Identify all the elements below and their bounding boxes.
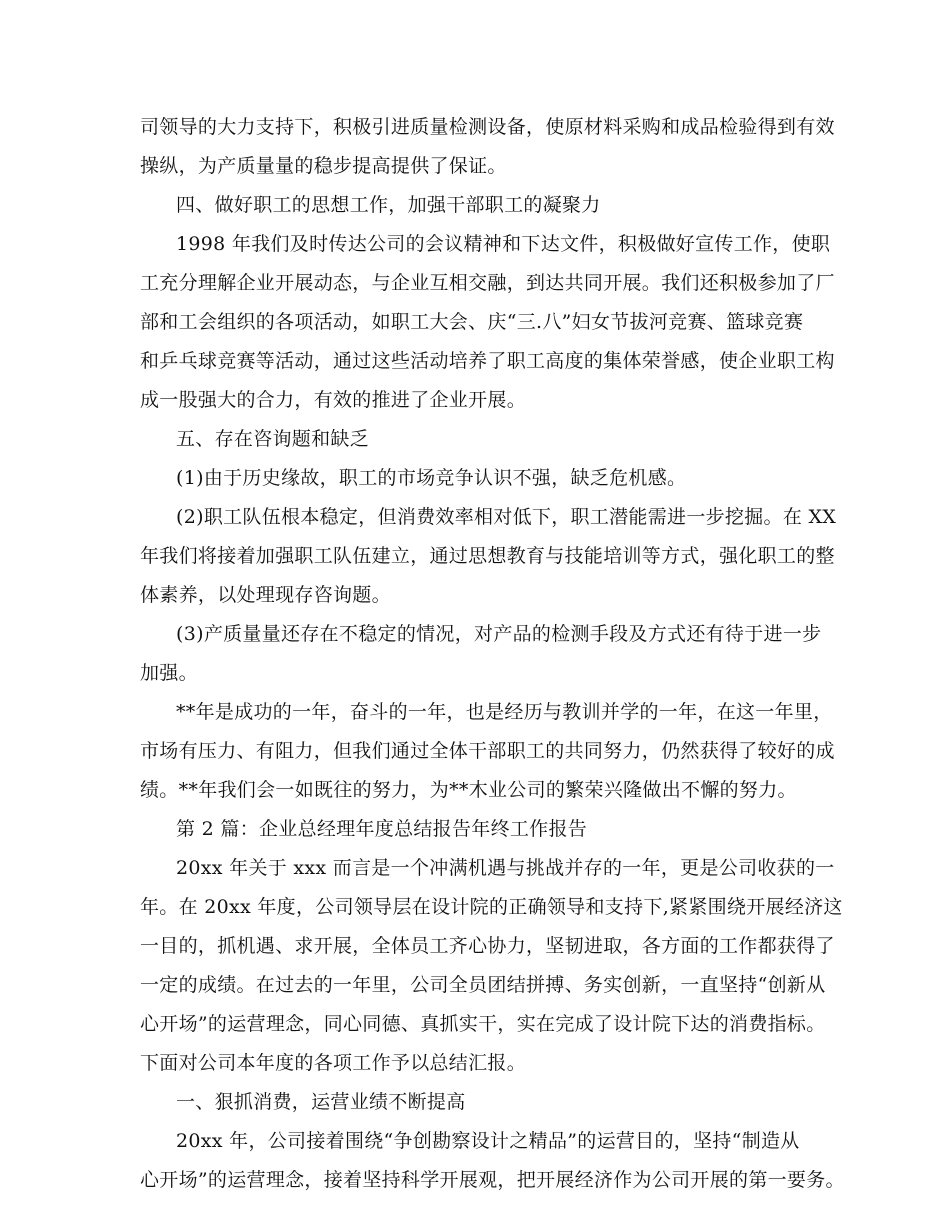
text-line: 20xx 年关于 xxx 而言是一个冲满机遇与挑战并存的一年，更是公司收获的一 xyxy=(176,857,835,879)
text-line: 年。在 20xx 年度，公司领导层在设计院的正确领导和支持下,紧紧围绕开展经济这 xyxy=(140,896,843,918)
text-line: 心开场”的运营理念，接着坚持科学开展观，把开展经济作为公司开展的第一要务。 xyxy=(140,1169,845,1191)
text-line: 一定的成绩。在过去的一年里，公司全员团结拼搏、务实创新，一直坚持“创新从 xyxy=(140,974,826,996)
text-line: 一目的，抓机遇、求开展，全体员工齐心协力，坚韧进取，各方面的工作都获得了 xyxy=(140,935,835,957)
text-line: 年我们将接着加强职工队伍建立，通过思想教育与技能培训等方式，强化职工的整 xyxy=(140,545,835,567)
text-line: (1)由于历史缘故，职工的市场竞争认识不强，缺乏危机感。 xyxy=(176,467,687,489)
text-line: 1998 年我们及时传达公司的会议精神和下达文件，积极做好宣传工作，使职 xyxy=(176,233,831,255)
document-body xyxy=(140,108,845,1200)
text-line: 下面对公司本年度的各项工作予以总结汇报。 xyxy=(140,1052,527,1074)
text-line: **年是成功的一年，奋斗的一年，也是经历与教训并学的一年，在这一年里， xyxy=(176,701,833,723)
text-line: 五、存在咨询题和缺乏 xyxy=(176,428,370,450)
text-line: (2)职工队伍根本稳定，但消费效率相对低下，职工潜能需进一步挖掘。在 XX xyxy=(176,506,837,528)
text-line: 操纵，为产质量量的稳步提高提供了保证。 xyxy=(140,155,507,177)
text-line: (3)产质量量还存在不稳定的情况，对产品的检测手段及方式还有待于进一步 xyxy=(176,623,822,645)
text-line: 工充分理解企业开展动态，与企业互相交融，到达共同开展。我们还积极参加了厂 xyxy=(140,272,835,294)
text-line: 绩。**年我们会一如既往的努力，为**木业公司的繁荣兴隆做出不懈的努力。 xyxy=(140,779,797,801)
text-line: 四、做好职工的思想工作，加强干部职工的凝聚力 xyxy=(176,194,601,216)
text-line: 20xx 年，公司接着围绕“争创勘察设计之精品”的运营目的，坚持“制造从 xyxy=(176,1130,800,1152)
text-line: 第 2 篇：企业总经理年度总结报告年终工作报告 xyxy=(176,818,588,840)
text-line: 心开场”的运营理念，同心同德、真抓实干，实在完成了设计院下达的消费指标。 xyxy=(140,1013,826,1035)
text-line: 体素养，以处理现存咨询题。 xyxy=(140,584,391,606)
text-line: 加强。 xyxy=(140,662,198,684)
text-line: 和乒乓球竞赛等活动，通过这些活动培养了职工高度的集体荣誉感，使企业职工构 xyxy=(140,350,835,372)
text-line: 成一股强大的合力，有效的推进了企业开展。 xyxy=(140,389,527,411)
text-line: 司领导的大力支持下，积极引进质量检测设备，使原材料采购和成品检验得到有效 xyxy=(140,116,835,138)
text-line: 一、狠抓消费，运营业绩不断提高 xyxy=(176,1091,466,1113)
text-line: 市场有压力、有阻力，但我们通过全体干部职工的共同努力，仍然获得了较好的成 xyxy=(140,740,835,762)
text-line: 部和工会组织的各项活动，如职工大会、庆“三.八”妇女节拔河竞赛、篮球竞赛 xyxy=(140,311,804,333)
